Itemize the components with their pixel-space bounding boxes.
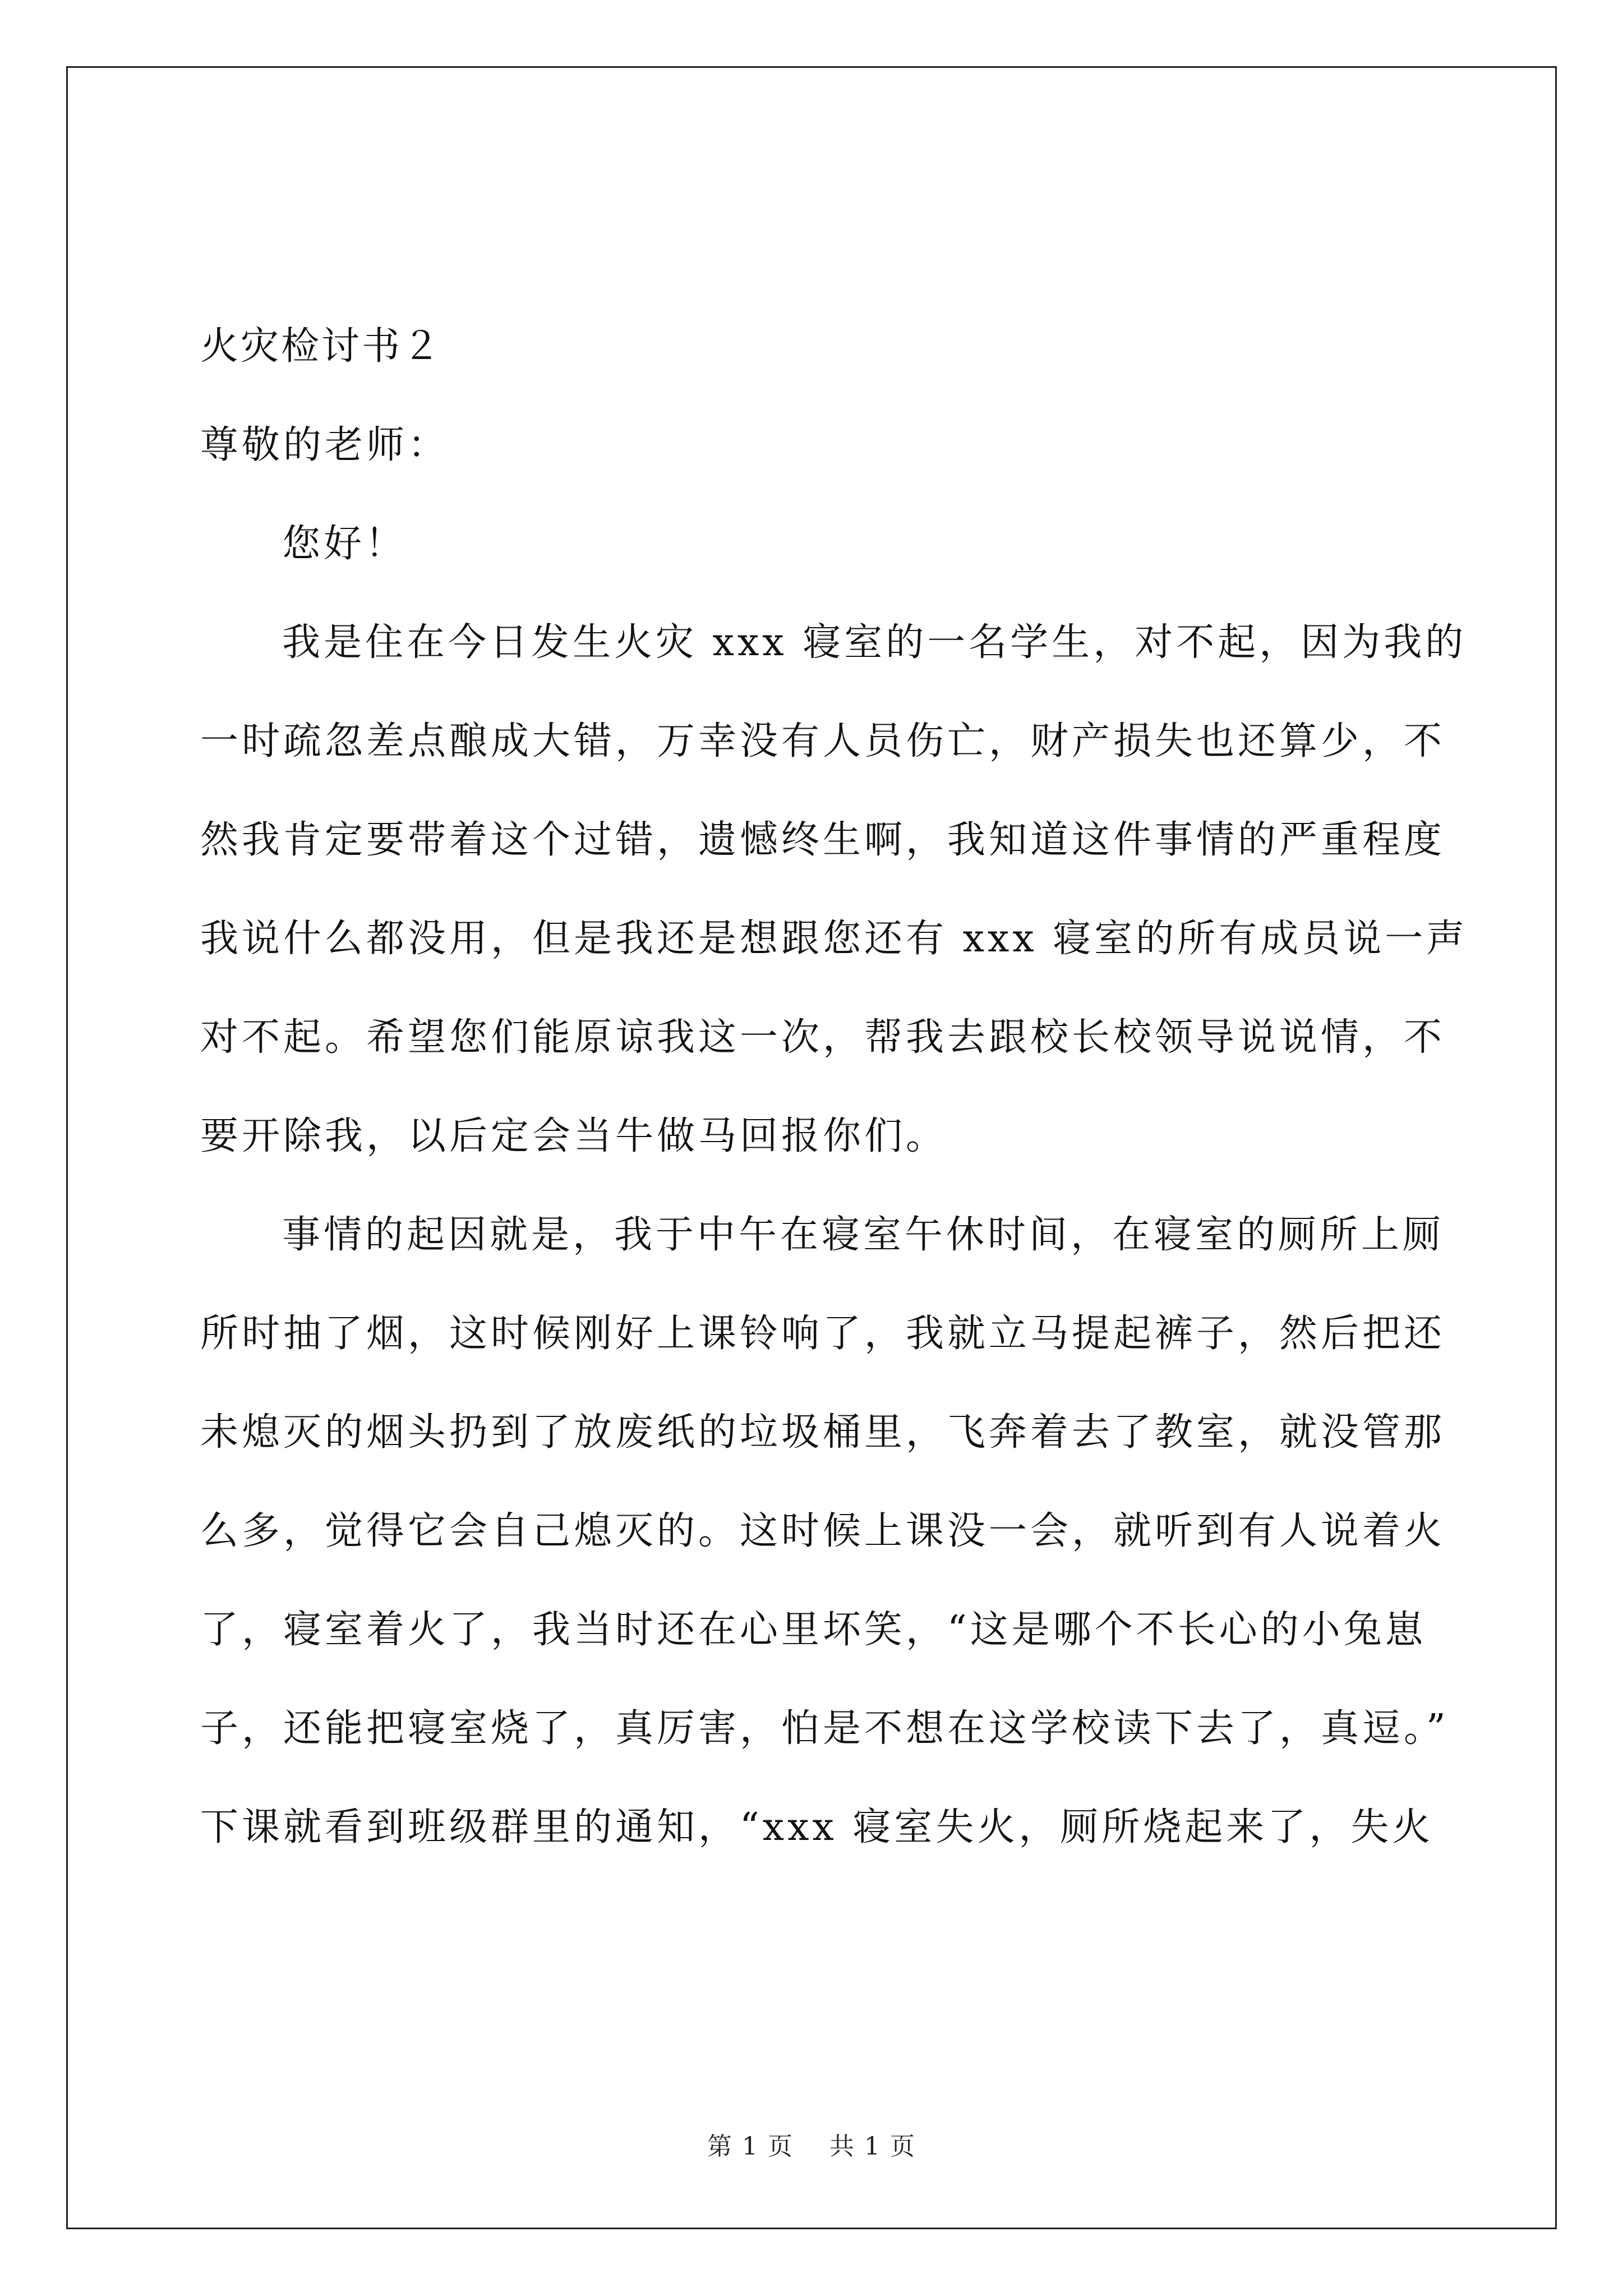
text-line: 要开除我，以后定会当牛做马回报你们。: [200, 1114, 948, 1158]
salutation: 尊敬的老师：: [200, 423, 450, 467]
page-total: 共 1 页: [829, 2132, 916, 2161]
text-line: 子，还能把寝室烧了，真厉害，怕是不想在这学校读下去了，真逗。”: [200, 1706, 1449, 1751]
text-line: 我是住在今日发生火灾 xxx 寝室的一名学生，对不起，因为我的: [282, 620, 1467, 665]
text-line: 所时抽了烟，这时候刚好上课铃响了，我就立马提起裤子，然后把还: [200, 1312, 1446, 1356]
text-line: 未熄灭的烟头扔到了放废纸的垃圾桶里，飞奔着去了教室，就没管那: [200, 1410, 1446, 1455]
page-footer: [0, 2126, 1623, 2162]
text-line: 么多，觉得它会自己熄灭的。这时候上课没一会，就听到有人说着火: [200, 1509, 1446, 1553]
text-line: 我说什么都没用，但是我还是想跟您还有 xxx 寝室的所有成员说一声: [200, 917, 1468, 961]
document-body: [200, 297, 1468, 1877]
text-line: 事情的起因就是，我于中午在寝室午休时间，在寝室的厕所上厕: [282, 1213, 1445, 1257]
page-number: 第 1 页: [707, 2132, 794, 2161]
text-line: 下课就看到班级群里的通知，“xxx 寝室失火，厕所烧起来了，失火: [200, 1805, 1434, 1849]
text-line: 对不起。希望您们能原谅我这一次，帮我去跟校长校领导说说情，不: [200, 1015, 1446, 1060]
text-line: 然我肯定要带着这个过错，遗憾终生啊，我知道这件事情的严重程度: [200, 818, 1446, 862]
greeting: 您好！: [282, 522, 407, 566]
text-line: 了，寝室着火了，我当时还在心里坏笑，“这是哪个不长心的小兔崽: [200, 1608, 1427, 1652]
document-title: 火灾检讨书２: [200, 324, 443, 369]
text-line: 一时疏忽差点酿成大错，万幸没有人员伤亡，财产损失也还算少，不: [200, 719, 1446, 763]
